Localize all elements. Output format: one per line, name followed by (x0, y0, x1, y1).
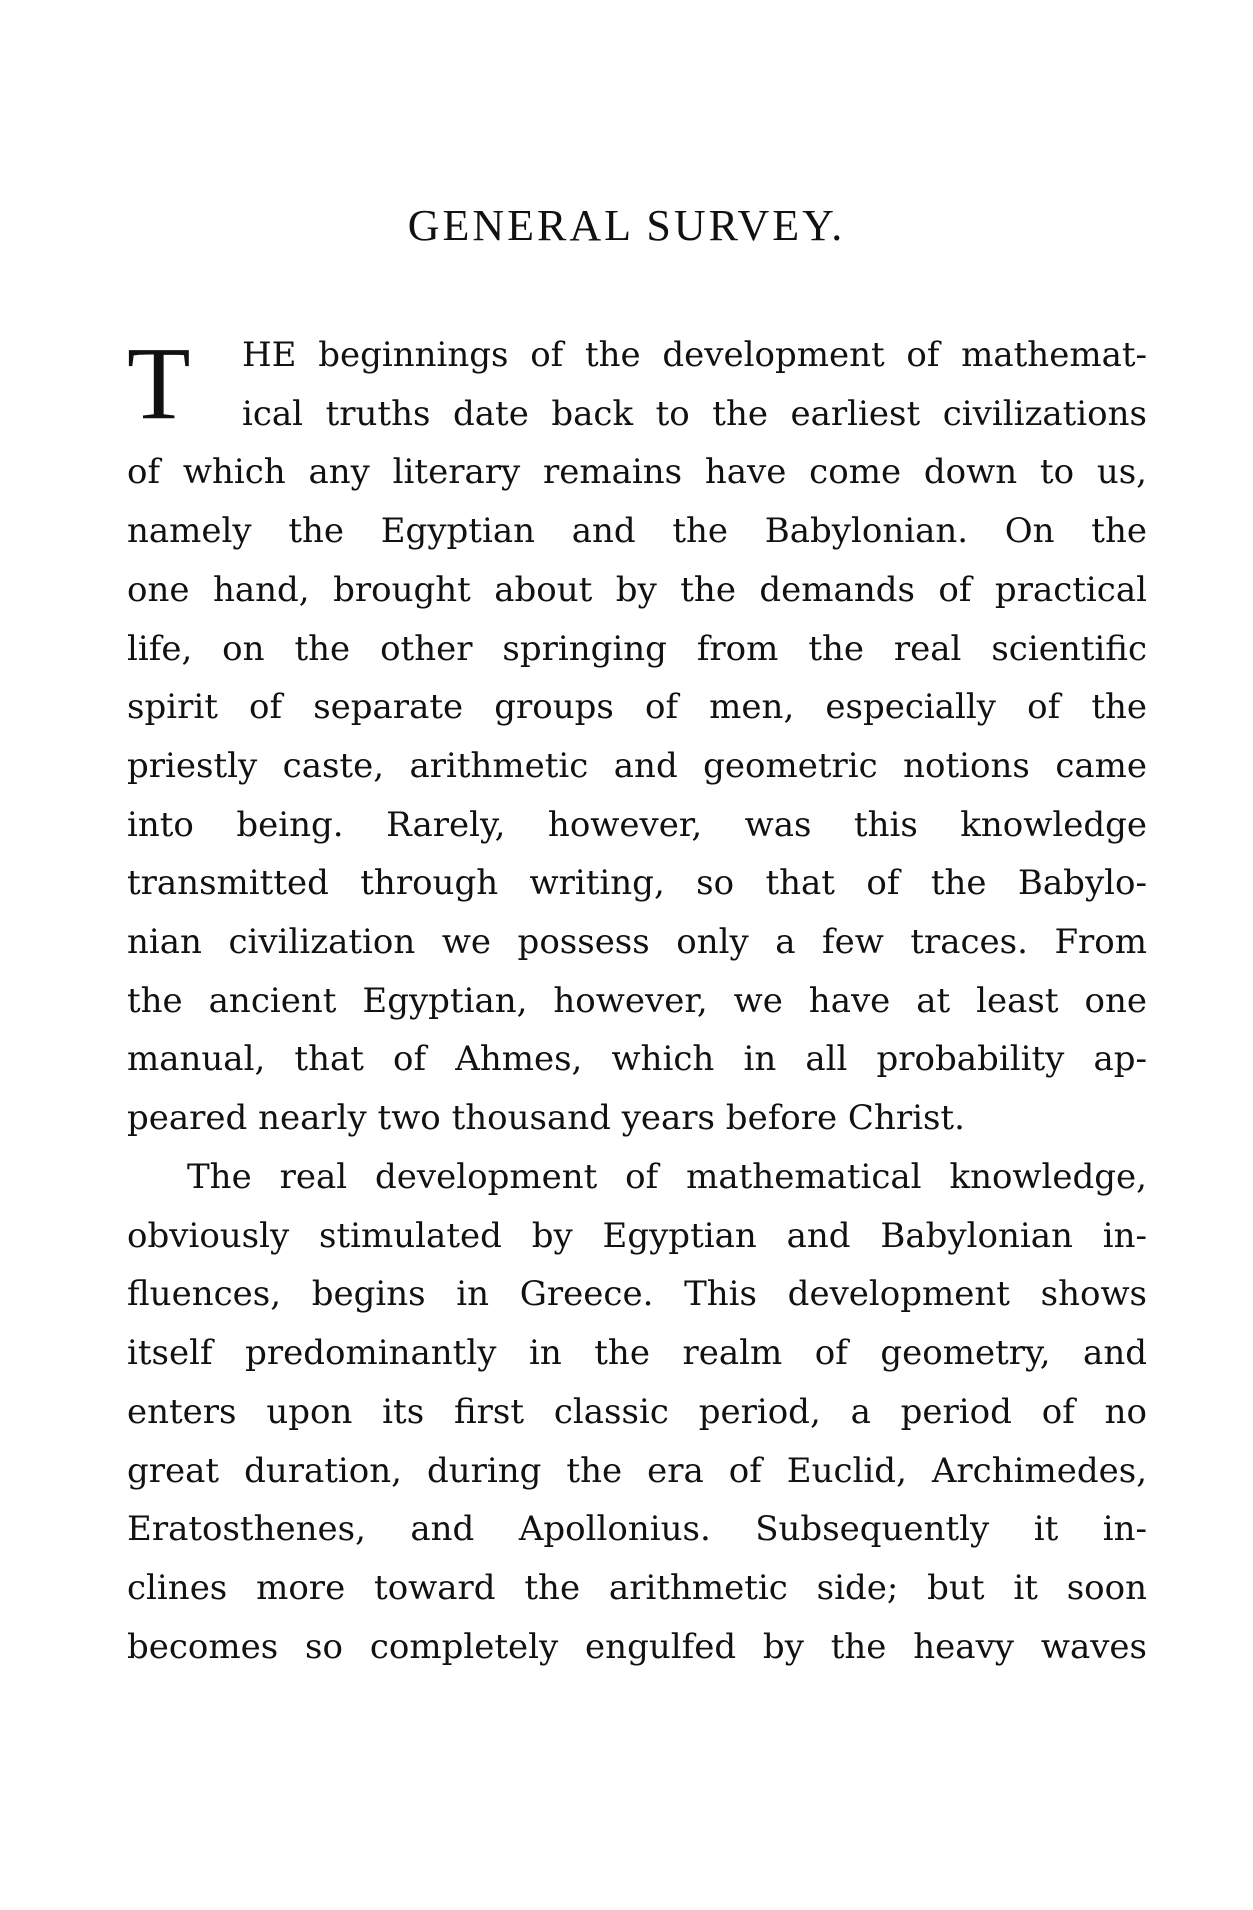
text-line: great duration, during the era of Euclid, Archimedes, (127, 1450, 1147, 1491)
text-line: clines more toward the arithmetic side; but it soon (127, 1567, 1147, 1608)
drop-cap: T (127, 326, 191, 441)
text-line: one hand, brought about by the demands of practical (127, 569, 1147, 610)
text-line: HE beginnings of the development of mathemat- (242, 335, 1147, 375)
text-line: nian civilization we possess only a few traces. From (127, 922, 1147, 963)
text-line: Eratosthenes, and Apollonius. Subsequently it in- (127, 1509, 1147, 1550)
page-title: GENERAL SURVEY. (407, 201, 846, 250)
text-line: priestly caste, arithmetic and geometric notions came (127, 745, 1147, 786)
text-line: of which any literary remains have come down to us, (127, 452, 1147, 493)
text-line: manual, that of Ahmes, which in all probability ap- (127, 1039, 1147, 1080)
text-line: obviously stimulated by Egyptian and Babylonian in- (127, 1215, 1147, 1256)
text-line: transmitted through writing, so that of the Babylo- (127, 863, 1147, 904)
text-line: peared nearly two thousand years before Christ. (127, 1098, 965, 1139)
text-line: into being. Rarely, however, was this knowledge (127, 804, 1147, 845)
text-line: the ancient Egyptian, however, we have at least one (127, 980, 1147, 1021)
paragraph-1 (127, 326, 1147, 1148)
text-line: spirit of separate groups of men, especially of the (127, 687, 1147, 728)
paragraph-1-opening (127, 326, 1147, 443)
text-line: ical truths date back to the earliest civilizations (242, 393, 1147, 434)
text-line: enters upon its first classic period, a period of no (127, 1391, 1147, 1432)
text-line: The real development of mathematical knowledge, (187, 1157, 1147, 1197)
text-line: itself predominantly in the realm of geometry, and (127, 1333, 1147, 1374)
text-line: life, on the other springing from the real scientific (127, 628, 1147, 669)
text-line: fluences, begins in Greece. This development shows (127, 1274, 1147, 1315)
text-line: namely the Egyptian and the Babylonian. On the (127, 511, 1147, 552)
text-line: becomes so completely engulfed by the heavy waves (127, 1626, 1147, 1667)
paragraph-2 (127, 1148, 1147, 1676)
